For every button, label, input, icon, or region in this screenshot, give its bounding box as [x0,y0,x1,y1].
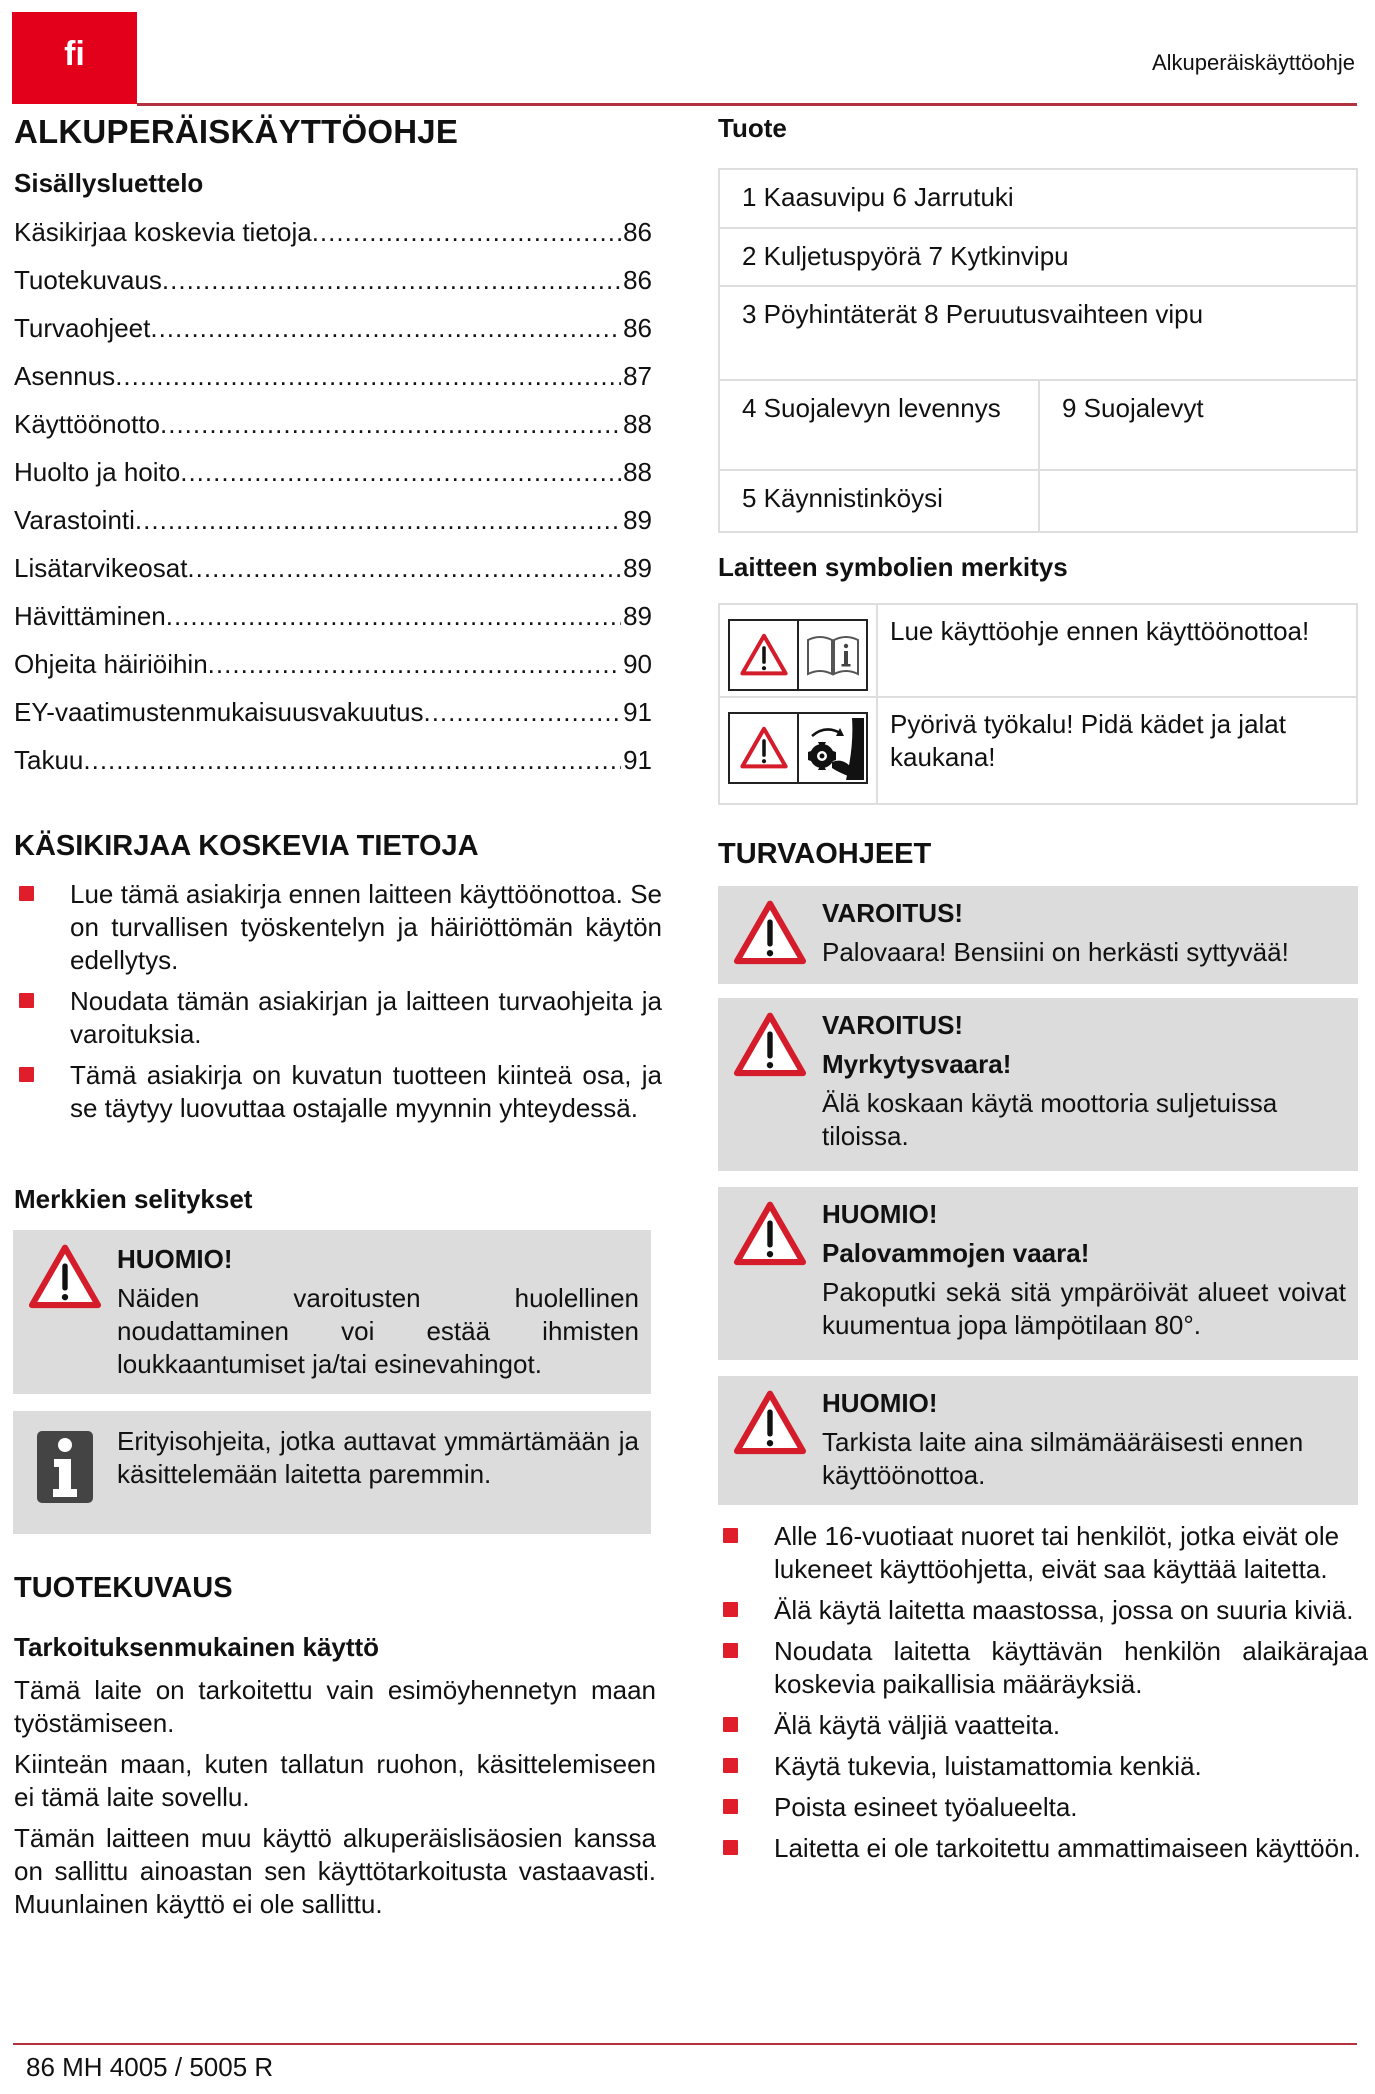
section-heading-product-description: TUOTEKUVAUS [14,1572,233,1604]
paragraph: Tämä laite on tarkoitettu vain esimöyhennetyn maan työstämiseen. [14,1675,656,1738]
list-item: Noudata tämän asiakirjan ja laitteen turvaohjeita ja varoituksia. [14,985,662,1051]
toc-item[interactable]: Käsikirjaa koskevia tietoja ..... 86 [14,212,652,260]
caution-note [718,1376,1358,1505]
toc-item[interactable]: EY-vaatimustenmukaisuusvakuutus ..... 91 [14,692,652,740]
note-text: Tarkista laite aina silmämääräisesti ennen käyttöönottoa. [822,1427,1304,1490]
warning-note [718,886,1358,984]
table-row: 4 Suojalevyn levennys 9 Suojalevyt [720,381,1356,471]
symbols-legend-title: Merkkien selitykset [14,1184,253,1214]
table-row: 2 Kuljetuspyörä 7 Kytkinvipu [720,229,1356,287]
device-symbols-table [718,603,1358,805]
warning-triangle-icon [13,1230,117,1394]
subheading-intended-use: Tarkoituksenmukainen käyttö [14,1632,380,1662]
toc-item[interactable]: Hävittäminen ..... 89 [14,596,652,644]
note-subheading: Palovammojen vaara! [822,1238,1090,1268]
bullet-square-icon [723,1799,738,1814]
list-item: Käytä tukevia, luistamattomia kenkiä. [718,1750,1368,1783]
toc-item[interactable]: Asennus ..... 87 [14,356,652,404]
list-item: Noudata laitetta käyttävän henkilön alaikärajaa koskevia paikallisia määräyksiä. [718,1635,1368,1701]
list-item: Älä käytä väljiä vaatteita. [718,1709,1368,1742]
paragraph: Tämän laitteen muu käyttö alkuperäislisäosien kanssa on sallittu ainoastan sen käyttötarkoitusta vastaavasti. Muunlainen käyttö ei ole sallittu. [14,1823,656,1919]
section-heading-manual: KÄSIKIRJAA KOSKEVIA TIETOJA [14,830,479,862]
info-icon [13,1411,117,1534]
note-text: Älä koskaan käytä moottoria suljetuissa tiloissa. [822,1088,1278,1151]
list-item: Laitetta ei ole tarkoitettu ammattimaiseen käyttöön. [718,1832,1368,1865]
list-item: Poista esineet työalueelta. [718,1791,1368,1824]
paragraph: Kiinteän maan, kuten tallatun ruohon, käsittelemiseen ei tämä laite sovellu. [14,1749,656,1812]
warning-triangle-icon [718,1376,822,1505]
bullet-square-icon [723,1840,738,1855]
bullet-square-icon [723,1528,738,1543]
list-item: Alle 16-vuotiaat nuoret tai henkilöt, jotka eivät ole lukeneet käyttöohjetta, eivät saa käyttää laitetta. [718,1520,1368,1586]
info-note [13,1411,651,1534]
caution-note [718,1187,1358,1360]
product-title: Tuote [718,113,787,143]
document-title: ALKUPERÄISKÄYTTÖOHJE [14,113,459,150]
warning-triangle-icon [718,886,822,984]
toc-item[interactable]: Varastointi ..... 89 [14,500,652,548]
note-heading: VAROITUS! [822,1010,964,1040]
bullet-square-icon [723,1758,738,1773]
list-item: Älä käytä laitetta maastossa, jossa on suuria kiviä. [718,1594,1368,1627]
header-rule [137,103,1357,106]
toc-item[interactable]: Takuu ..... 91 [14,740,652,788]
manual-bullets [14,878,662,1133]
product-parts-table [718,168,1358,533]
note-heading: VAROITUS! [822,898,964,928]
table-row: 1 Kaasuvipu 6 Jarrutuki [720,170,1356,229]
table-row [720,605,1356,698]
symbol-description: Pyörivä työkalu! Pidä kädet ja jalat kaukana! [890,709,1286,772]
warning-triangle-icon [730,714,797,782]
rotating-tool-icon [797,714,866,782]
warning-triangle-icon [718,998,822,1171]
toc-item[interactable]: Käyttöönotto ..... 88 [14,404,652,452]
warning-triangle-icon [730,621,797,689]
list-item: Lue tämä asiakirja ennen laitteen käyttöönottoa. Se on turvallisen työskentelyn ja häiriöttömän käytön edellytys. [14,878,662,977]
note-text: Palovaara! Bensiini on herkästi syttyvää! [822,937,1289,967]
bullet-square-icon [723,1643,738,1658]
bullet-square-icon [19,1067,34,1082]
toc-item[interactable]: Huolto ja hoito ..... 88 [14,452,652,500]
note-text: Näiden varoitusten huolellinen noudattaminen voi estää ihmisten loukkaantumiset ja/tai esinevahingot. [117,1283,639,1379]
section-heading-safety: TURVAOHJEET [718,838,932,870]
warning-note [718,998,1358,1171]
toc-item[interactable]: Ohjeita häiriöihin ..... 90 [14,644,652,692]
note-subheading: Myrkytysvaara! [822,1049,1012,1079]
note-text: Pakoputki sekä sitä ympäröivät alueet voivat kuumentua jopa lämpötilaan 80°. [822,1277,1346,1340]
table-row: 5 Käynnistinköysi [720,471,1356,531]
page-footer: 86 MH 4005 / 5005 R [26,2052,274,2082]
running-header: Alkuperäiskäyttöohje [1151,50,1355,75]
list-item: Tämä asiakirja on kuvatun tuotteen kiinteä osa, ja se täytyy luovuttaa ostajalle myynnin yhteydessä. [14,1059,662,1125]
bullet-square-icon [19,886,34,901]
note-text: Erityisohjeita, jotka auttavat ymmärtämään ja käsittelemään laitetta paremmin. [117,1426,639,1489]
note-heading: HUOMIO! [117,1244,233,1274]
bullet-square-icon [723,1717,738,1732]
table-of-contents [14,212,652,788]
warning-triangle-icon [718,1187,822,1360]
bullet-square-icon [723,1602,738,1617]
toc-item[interactable]: Tuotekuvaus ..... 86 [14,260,652,308]
language-tab: fi [12,12,137,104]
toc-item[interactable]: Turvaohjeet ..... 86 [14,308,652,356]
note-heading: HUOMIO! [822,1199,938,1229]
table-row: 3 Pöyhintäterät 8 Peruutusvaihteen vipu [720,287,1356,381]
toc-item[interactable]: Lisätarvikeosat ..... 89 [14,548,652,596]
bullet-square-icon [19,993,34,1008]
safety-bullets [718,1520,1368,1873]
table-row [720,698,1356,803]
manual-book-icon [797,621,866,689]
symbol-description: Lue käyttöohje ennen käyttöönottoa! [890,616,1310,646]
device-symbols-title: Laitteen symbolien merkitys [718,552,1068,582]
note-heading: HUOMIO! [822,1388,938,1418]
caution-note [13,1230,651,1394]
footer-rule [13,2043,1357,2045]
toc-title: Sisällysluettelo [14,168,204,198]
intended-use-text [14,1674,656,1929]
